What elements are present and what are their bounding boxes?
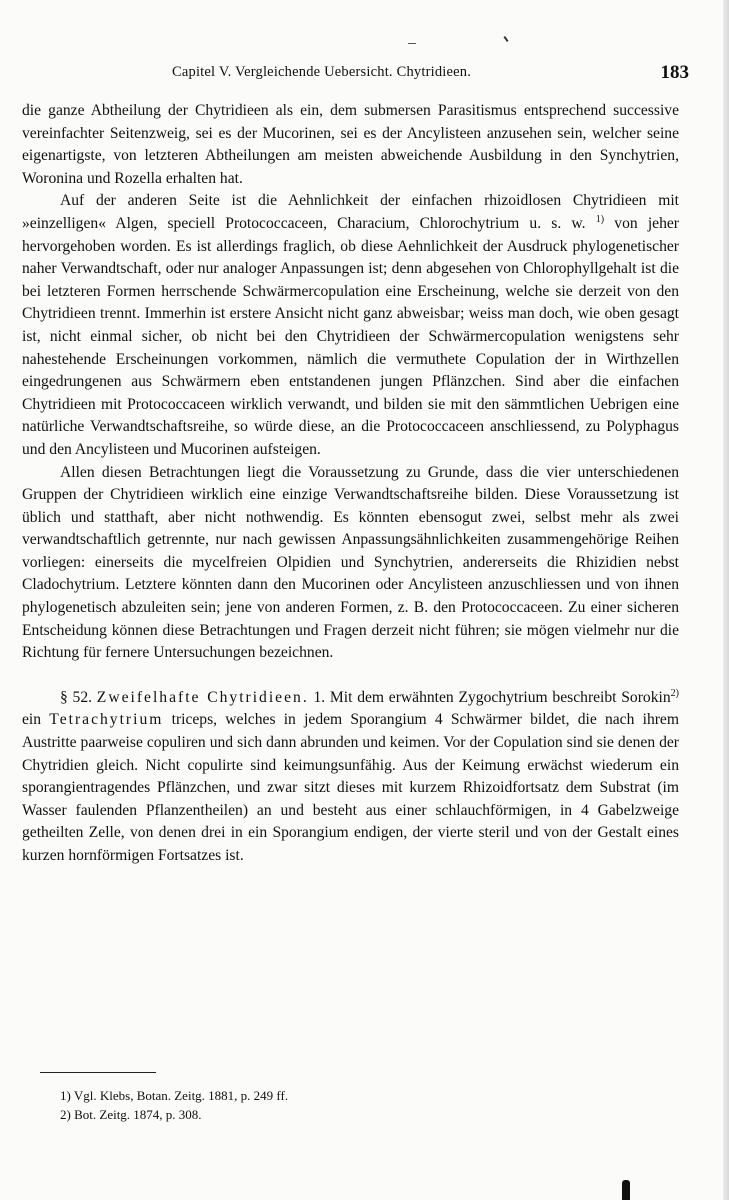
paragraph-continuation: die ganze Abtheilung der Chytridieen als ein, dem submersen Parasitismus entsprechend successive vereinfachter Seitenzweig, sei es der Mucorinen, sei es der Ancylisteen anzusehen sein, welcher seine eigenartigste, von letzteren Abtheilungen am meisten abweichende Ausbildung in den Synchytrien, Woronina und Rozella erhalten hat.	[22, 102, 679, 187]
main-text	[22, 100, 679, 868]
footnote-text: Bot. Zeitg. 1874, p. 308.	[74, 1107, 202, 1122]
footnotes	[60, 1086, 288, 1124]
section-52	[22, 687, 679, 868]
paragraph-affinity-part-1: Auf der anderen Seite ist die Aehnlichkeit der einfachen rhizoidlosen Chytridieen mit »einzelligen« Algen, speciell Protococcaceen, Characium, Chlorochytrium u. s. w.	[22, 192, 679, 232]
footnote-mark: 1)	[60, 1088, 71, 1103]
section-item-number: 1.	[313, 688, 326, 706]
page-edge-shadow	[723, 0, 729, 1200]
page-edge-mark	[622, 1180, 630, 1200]
footnote-mark: 2)	[60, 1107, 71, 1122]
paragraph-affinity-part-2: von jeher hervorgehoben worden. Es ist allerdings fraglich, ob diese Aehnlichkeit der Ausdruck phylogenetischer naher Verwandtschaft, oder nur analoger Anpassungen ist; denn abgesehen von Chlorophyllgehalt ist die bei letzteren Formen herrschende Schwärmercopulation eine Erscheinung, welche sie derzeit von den Chytridieen trennt. Immerhin ist erstere Ansicht nicht ganz abweisbar; weiss man doch, wie oben gesagt ist, nicht einmal sicher, ob nicht bei den Chytridieen der Schwärmercopulation wenigstens sehr nahestehende Erscheinungen vorkommen, nämlich die vermuthete Copulation der in Wirthzellen eingedrungenen aus Schwärmern eben entstandenen jungen Pflänzchen. Sind aber die einfachen Chytridieen mit Protococcaceen wirklich verwandt, und bilden sie mit den sämmtlichen Uebrigen eine natürliche Verwandtschaftsreihe, so würde diese, an die Protococcaceen anschliessend, zu Polyphagus und den Ancylisteen und Mucorinen aufsteigen.	[22, 214, 679, 458]
footnote-2	[60, 1105, 288, 1124]
footnote-ref-2[interactable]: 2)	[670, 687, 679, 699]
print-speck	[503, 36, 508, 42]
paragraph-assumption: Allen diesen Betrachtungen liegt die Voraussetzung zu Grunde, dass die vier unterschiedenen Gruppen der Chytridieen wirklich eine einzige Verwandtschaftsreihe bilden. Diese Voraussetzung ist üblich und statthaft, aber nicht nothwendig. Es könnten ebensogut zwei, selbst mehr als zwei verwandtschaftlich getrennte, nur nach gewissen Anpassungsähnlichkeiten zusammengehörige Reihen vorliegen: einerseits die mycelfreien Olpidien und Synchytrien, andererseits die Rhizidien nebst Cladochytrium. Letztere könnten dann den Mucorinen oder Ancylisteen anzuschliessen und von ihnen phylogenetisch abzuleiten sein; jene von anderen Formen, z. B. den Protococcaceen. Zu einer sicheren Entscheidung können diese Betrachtungen und Fragen derzeit nicht führen; sie mögen vielmehr nur die Richtung für fernere Untersuchungen bezeichnen.	[22, 463, 679, 662]
page-header	[22, 62, 689, 86]
section-text-b: ein	[22, 711, 42, 729]
running-head: Capitel V. Vergleichende Uebersicht. Chytridieen.	[172, 64, 472, 80]
footnote-divider	[40, 1072, 156, 1073]
footnote-1	[60, 1086, 288, 1105]
section-number: § 52.	[60, 688, 93, 706]
footnote-ref-1[interactable]: 1)	[595, 213, 605, 225]
paragraph-affinity	[22, 190, 679, 461]
section-title: Zweifelhafte Chytridieen.	[96, 688, 309, 706]
genus-name: Tetrachytrium	[49, 711, 164, 729]
print-speck	[408, 43, 416, 44]
page-number: 183	[660, 62, 689, 83]
section-text-c: triceps, welches in jedem Sporangium 4 Schwärmer bildet, die nach ihrem Austritte paarweise copuliren und sich dann abrunden und keimen. Vor der Copulation sind sie denen der Chytridien gleich. Nicht copulirte sind keimungsunfähig. Aus der Keimung erwächst wiederum ein sporangientragendes Pflänzchen, und zwar sitzt dieses mit kurzem Rhizoidfortsatz dem Substrat (im Wasser faulenden Pflanzentheilen) an und besteht aus einer schlauchförmigen, in 4 Gabelzweige getheilten Zelle, von denen drei in ein Sporangium endigen, der vierte steril und von der Gestalt eines kurzen hornförmigen Fortsatzes ist.	[22, 711, 679, 864]
section-text-a: Mit dem erwähnten Zygochytrium beschreibt Sorokin	[329, 688, 671, 706]
footnote-text: Vgl. Klebs, Botan. Zeitg. 1881, p. 249 ff.	[73, 1088, 289, 1103]
